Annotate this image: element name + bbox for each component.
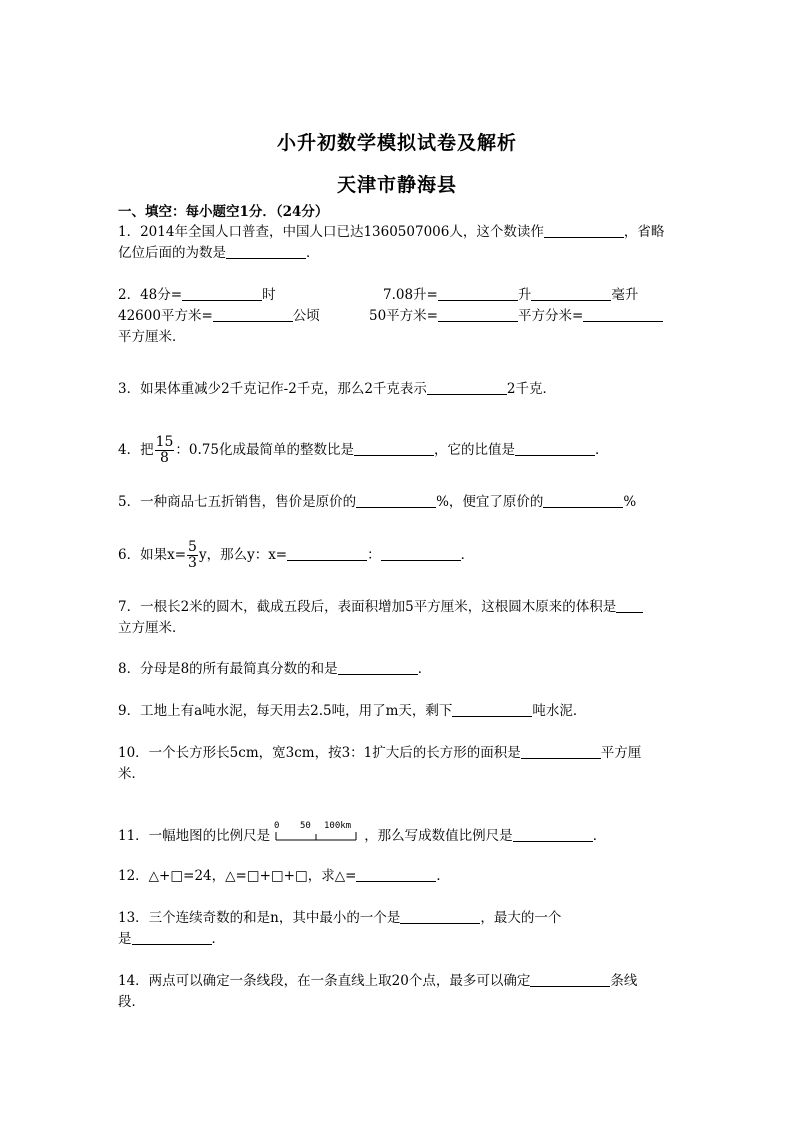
question-2-line-2b: 50平方米= 平方分米= (369, 306, 663, 326)
question-9: 9．工地上有a吨水泥，每天用去2.5吨，用了m天，剩下 吨水泥． (118, 703, 587, 719)
question-5: 5．一种商品七五折销售，售价是原价的 %，便宜了原价的 % (118, 494, 637, 510)
question-10-line-1: 10．一个长方形长5cm，宽3cm，按3：1扩大后的长方形的面积是 平方厘 (118, 745, 642, 761)
question-6: 6．如果x= $\frac{5}{3}$ y，那么y：x= ： ． (118, 539, 475, 571)
answer-blank[interactable] (616, 598, 643, 613)
answer-blank[interactable] (381, 546, 461, 561)
answer-blank[interactable] (530, 972, 610, 987)
answer-blank[interactable] (356, 493, 436, 508)
question-2-line-3: 平方厘米． (118, 329, 186, 345)
question-11: 11．一幅地图的比例尺是 0 50 100km ，那么写成数值比例尺是 ． (118, 821, 607, 844)
question-1-line-1: 1．2014年全国人口普查，中国人口已达1360507006人，这个数读作 ，省略 (118, 224, 665, 240)
answer-blank[interactable] (531, 286, 611, 301)
answer-blank[interactable] (583, 307, 663, 322)
answer-blank[interactable] (521, 744, 601, 759)
scale-bar (272, 820, 362, 842)
answer-blank[interactable] (515, 441, 595, 456)
answer-blank[interactable] (287, 546, 367, 561)
question-10-line-2: 米． (118, 766, 145, 782)
page-subtitle: 天津市静海县 (336, 174, 457, 196)
answer-blank[interactable] (132, 930, 212, 945)
answer-blank[interactable] (438, 307, 518, 322)
question-4: 4．把 $\frac{15}{8}$ ：0.75化成最简单的整数比是 ，它的比值是 ． (118, 434, 609, 466)
answer-blank[interactable] (513, 827, 593, 842)
scale-label-0: 0 (274, 821, 280, 831)
scale-label-50: 50 (300, 821, 312, 831)
answer-blank[interactable] (338, 660, 418, 675)
question-7-line-2: 立方厘米． (118, 620, 186, 636)
answer-blank[interactable] (226, 244, 306, 259)
answer-blank[interactable] (356, 867, 436, 882)
question-14-line-2: 段． (118, 994, 145, 1010)
page-title: 小升初数学模拟试卷及解析 (276, 132, 517, 154)
answer-blank[interactable] (354, 441, 434, 456)
question-2-line-1b: 7.08升= 升 毫升 (383, 287, 639, 303)
fraction: $\frac{15}{8}$ (155, 434, 174, 466)
answer-blank[interactable] (544, 223, 624, 238)
answer-blank[interactable] (213, 307, 293, 322)
question-13-line-2: 是 ． (118, 931, 225, 947)
scale-label-100km: 100km (324, 821, 352, 831)
fraction: $\frac{5}{3}$ (188, 539, 197, 571)
question-2-line-2: 42600平方米= 公顷 (118, 308, 320, 324)
question-13-line-1: 13．三个连续奇数的和是n，其中最小的一个是 ，最大的一个 (118, 910, 562, 926)
question-12: 12．△+□=24，△=□+□+□，求△= ． (118, 868, 450, 884)
section-heading: 一、填空：每小题空1分．（24分） (118, 204, 329, 220)
answer-blank[interactable] (452, 702, 532, 717)
answer-blank[interactable] (543, 493, 623, 508)
question-3: 3．如果体重减少2千克记作-2千克，那么2千克表示 2千克． (118, 381, 557, 397)
answer-blank[interactable] (400, 909, 480, 924)
answer-blank[interactable] (427, 380, 507, 395)
question-1-line-2: 亿位后面的为数是 ． (118, 245, 320, 261)
answer-blank[interactable] (438, 286, 518, 301)
question-7-line-1: 7．一根长2米的圆木，截成五段后，表面积增加5平方厘米，这根圆木原来的体积是 (118, 597, 643, 617)
question-2-line-1: 2．48分= 时 (118, 287, 276, 303)
question-8: 8．分母是8的所有最简真分数的和是 ． (118, 661, 432, 677)
question-14-line-1: 14．两点可以确定一条线段，在一条直线上取20个点，最多可以确定 条线 (118, 973, 638, 989)
answer-blank[interactable] (182, 286, 262, 301)
